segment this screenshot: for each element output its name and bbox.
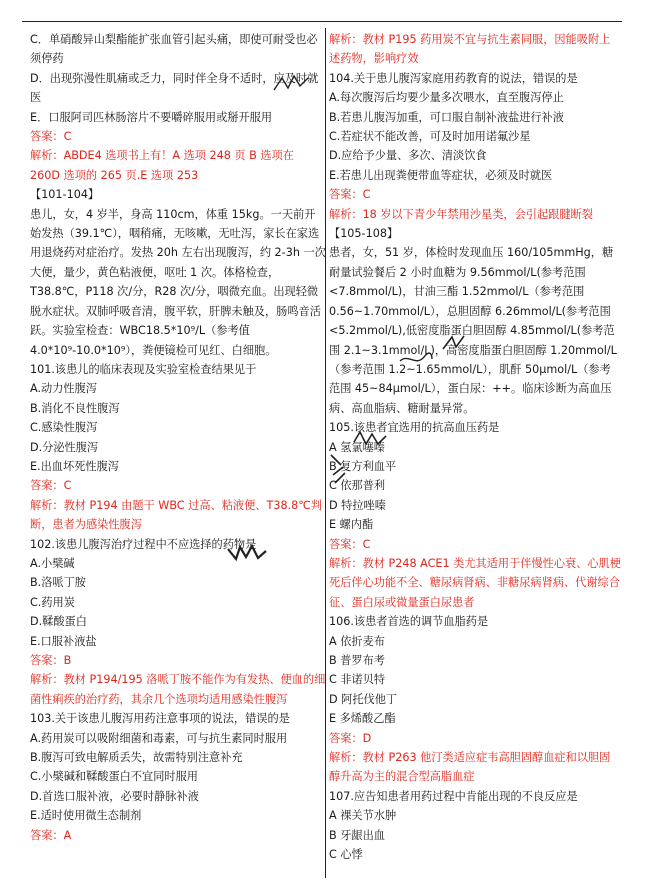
text-line: B 普罗布考: [329, 654, 385, 667]
text-line: E.适时使用微生态制剂: [30, 809, 142, 823]
text-line: 106.该患者首选的调节血脂药是: [329, 615, 489, 629]
text-line: A.动力性腹泻: [30, 382, 97, 396]
answer-line: 解析：教材 P195 药用炭不宜与抗生素同服，因能吸附上述药物，影响疗效: [329, 33, 611, 66]
text-line: 患儿，女，4 岁半，身高 110cm，体重 15kg。一天前开始发热（39.1℃），咽稍痛，无咳嗽，无吐泻，家长在家选用退烧药对症治疗。发热 20h 左右出现腹泻，约 2-3h 一次大便，量少，黄色粘液便，呕吐 1 次。体格检查，T38.8℃，P118 次/分，R28 次/分，咽微充血。出现轻微脱水症状。双肺呼吸音清，腹平软，肝脾未触及，肠鸣音活跃。实验室检查：WBC18.5*10⁹/L（参考值 4.0*10⁹-10.0*10⁹），粪便镜检可见红、白细胞。: [30, 207, 326, 357]
left-column: [30, 30, 326, 845]
text-line: A 依折麦布: [329, 634, 385, 648]
text-line: C 心悸: [329, 848, 363, 862]
text-line: D.分泌性腹泻: [30, 440, 99, 454]
text-line: B.洛哌丁胺: [30, 576, 86, 590]
text-line: 患者，女，51 岁，体检时发现血压 160/105mmHg，糖耐量试验餐后 2 小时血糖为 9.56mmol/L(参考范围 <7.8mmol/L)，甘油三酯 1.52mmol/L（参考范围 0.56~1.70mmol/L），总胆固醇 6.26mmol/L(参考范围 <5.2mmol/L),低密度脂蛋白胆固醇 4.85mmol/L(参考范围 2.1~3.1mmol/L)，高密度脂蛋白胆固醇 1.20mmol/L（参考范围 1.2~1.65mmol/L），肌酐 50μmol/L（参考范围 45~84μmol/L），蛋白尿：++。临床诊断为高血压病、高血脂病、糖耐量异常。: [329, 246, 617, 415]
text-line: E．口服阿司匹林肠溶片不要嚼碎服用或掰开服用: [30, 110, 273, 124]
top-rule: [22, 21, 622, 22]
text-line: 102.该患儿腹泻治疗过程中不应选择的药物是: [30, 537, 257, 551]
text-line: D．出现弥漫性肌痛或乏力，同时伴全身不适时，应及时就医: [30, 71, 319, 105]
text-line: 【101-104】: [30, 188, 100, 202]
text-line: B.腹泻可致电解质丢失，故需特别注意补充: [30, 751, 243, 765]
text-line: A.药用炭可以吸附细菌和毒素，可与抗生素同时服用: [30, 731, 288, 745]
text-line: C.感染性腹泻: [30, 421, 98, 435]
answer-line: 解析：18 岁以下青少年禁用沙星类，会引起跟腱断裂: [329, 207, 593, 221]
text-line: D.鞣酸蛋白: [30, 615, 87, 629]
answer-line: 解析：ABDE4 选项书上有！A 选项 248 页 B 选项在 260D 选项的 265 页.E 选项 253: [30, 149, 294, 182]
text-line: 101.该患儿的临床表现及实验室检查结果见于: [30, 362, 257, 376]
answer-line: 答案：A: [30, 828, 72, 842]
answer-line: 答案：D: [329, 731, 372, 745]
text-line: A 裸关节水肿: [329, 809, 397, 823]
answer-line: 解析：教材 P263 他汀类适应症韦高胆固醇血症和以胆固醇升高为主的混合型高脂血症: [329, 751, 611, 784]
answer-line: 答案：B: [30, 654, 72, 667]
text-line: 105.该患者宜选用的抗高血压药是: [329, 421, 500, 435]
text-line: E 螺内酯: [329, 518, 374, 532]
text-line: D.应给予少量、多次、清淡饮食: [329, 149, 487, 163]
text-line: B.若患儿腹泻加重，可口服自制补液盐进行补液: [329, 110, 564, 124]
text-line: E.若患儿出现粪便带血等症状，必须及时就医: [329, 168, 553, 182]
answer-line: 解析：教材 P194 由题干 WBC 过高、粘液便、T38.8℃判断，患者为感染性腹泻: [30, 498, 322, 532]
answer-line: 答案：C: [329, 188, 371, 202]
text-line: A 氢氯噻嗪: [329, 440, 385, 454]
text-line: D 特拉唑嗪: [329, 498, 386, 512]
text-line: E.出血坏死性腹泻: [30, 459, 119, 473]
text-line: 107.应告知患者用药过程中肯能出现的不良反应是: [329, 789, 578, 803]
text-line: C 非诺贝特: [329, 673, 386, 687]
answer-line: 答案：C: [30, 130, 72, 144]
text-line: 104.关于患儿腹泻家庭用药教育的说法，错误的是: [329, 71, 578, 85]
text-line: C.小檗碱和鞣酸蛋白不宜同时服用: [30, 770, 198, 784]
text-line: D.首选口服补液，必要时静脉补液: [30, 789, 199, 803]
right-column: [329, 30, 621, 864]
answer-line: 答案：C: [30, 479, 72, 493]
text-line: 【105-108】: [329, 227, 399, 241]
answer-line: 解析：教材 P194/195 洛哌丁胺不能作为有发热、便血的细菌性痢疾的治疗药，其余几个选项均适用感染性腹泻: [30, 673, 326, 706]
text-line: B 复方利血平: [329, 459, 397, 473]
answer-line: 解析：教材 P248 ACE1 类尤其适用于伴慢性心衰、心肌梗死后伴心功能不全、糖尿病肾病、非糖尿病肾病、代谢综合征、蛋白尿或微量蛋白尿患者: [329, 556, 621, 609]
answer-line: 答案：C: [329, 537, 371, 551]
text-line: C.若症状不能改善，可及时加用诺氟沙星: [329, 130, 531, 144]
text-line: C 依那普利: [329, 479, 386, 493]
text-line: 103.关于该患儿腹泻用药注意事项的说法，错误的是: [30, 712, 290, 726]
text-line: A.每次腹泻后均要少量多次喂水，直至腹泻停止: [329, 91, 564, 105]
text-line: C.药用炭: [30, 595, 75, 609]
text-line: D 阿托伐他丁: [329, 692, 398, 706]
text-line: B 牙龈出血: [329, 828, 385, 842]
text-line: A.小檗碱: [30, 556, 75, 570]
text-line: E 多烯酸乙酯: [329, 712, 396, 726]
text-line: C．单硝酸异山梨酯能扩张血管引起头痛，即使可耐受也必须停药: [30, 33, 318, 66]
text-line: B.消化不良性腹泻: [30, 401, 120, 415]
text-line: E.口服补液盐: [30, 634, 97, 648]
